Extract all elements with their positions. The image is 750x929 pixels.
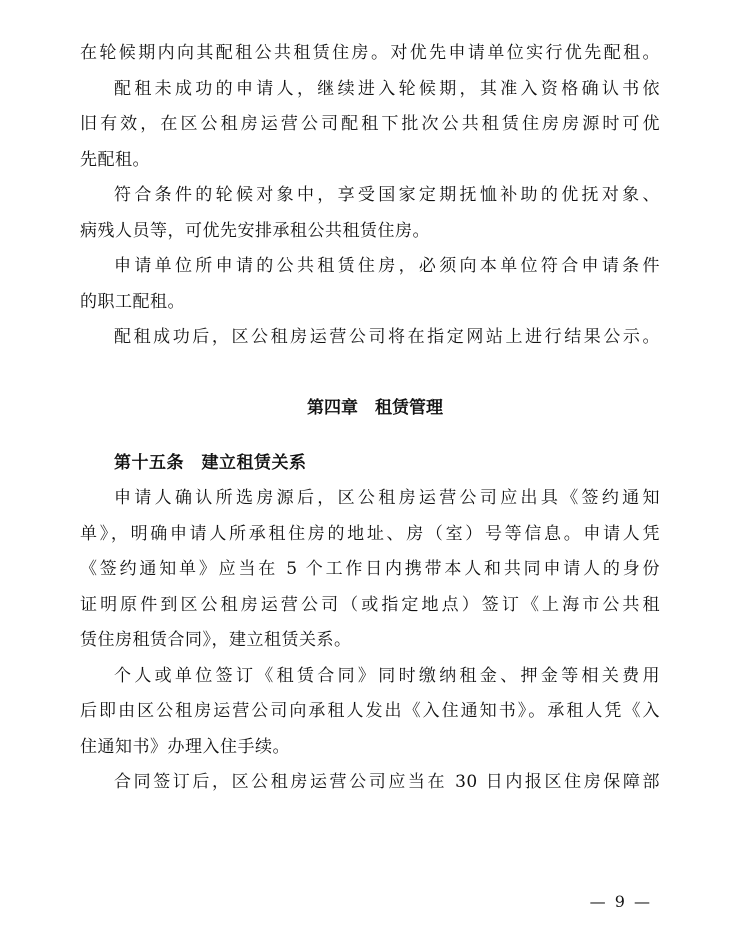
- paragraph-continued: [80, 36, 660, 72]
- text-line: 先配租。: [80, 149, 150, 170]
- text-line: 个人或单位签订《租赁合同》同时缴纳租金、押金等相关费用: [114, 665, 660, 686]
- paragraph-priority-arrangement: [80, 178, 660, 249]
- paragraph-unit-applicants: [80, 249, 660, 320]
- text-line: 住通知书》办理入住手续。: [80, 736, 290, 757]
- paragraph-report: [80, 765, 660, 801]
- text-line: 申请人确认所选房源后，区公租房运营公司应出具《签约通知: [114, 488, 660, 508]
- chapter-heading: 第四章 租赁管理: [307, 397, 443, 418]
- text-line: 配租未成功的申请人，继续进入轮候期，其准入资格确认书依: [114, 78, 660, 99]
- paragraph-move-in: [80, 659, 660, 766]
- text-line: 《签约通知单》应当在 5 个工作日内携带本人和共同申请人的身份: [80, 559, 660, 579]
- paragraph-result-publicity: [80, 320, 660, 356]
- text-line: 单》，明确申请人所承租住房的地址、房（室）号等信息。申请人凭: [80, 523, 660, 544]
- text-line: 病残人员等，可优先安排承租公共租赁住房。: [80, 220, 430, 241]
- chapter-heading-block: [80, 356, 660, 446]
- text-line: 申请单位所申请的公共租赁住房，必须向本单位符合申请条件: [114, 256, 660, 276]
- page-number: — 9 —: [589, 892, 652, 911]
- document-page: [80, 36, 660, 801]
- paragraph-signing-contract: [80, 481, 660, 659]
- text-line: 在轮候期内向其配租公共租赁住房。对优先申请单位实行优先配租。: [80, 43, 660, 63]
- text-line: 合同签订后，区公租房运营公司应当在 30 日内报区住房保障部: [114, 772, 660, 792]
- text-line: 旧有效，在区公租房运营公司配租下批次公共租赁住房房源时可优: [80, 114, 660, 134]
- text-line: 证明原件到区公租房运营公司（或指定地点）签订《上海市公共租: [80, 594, 660, 615]
- text-line: 赁住房租赁合同》，建立租赁关系。: [80, 630, 352, 650]
- text-line: 的职工配租。: [80, 291, 185, 312]
- text-line: 配租成功后，区公租房运营公司将在指定网站上进行结果公示。: [114, 327, 660, 347]
- paragraph-unsuccessful-applicants: [80, 72, 660, 179]
- text-line: 符合条件的轮候对象中，享受国家定期抚恤补助的优抚对象、: [114, 185, 660, 205]
- article-heading: 第十五条 建立租赁关系: [114, 452, 307, 473]
- text-line: 后即由区公租房运营公司向承租人发出《入住通知书》。承租人凭《入: [80, 701, 660, 721]
